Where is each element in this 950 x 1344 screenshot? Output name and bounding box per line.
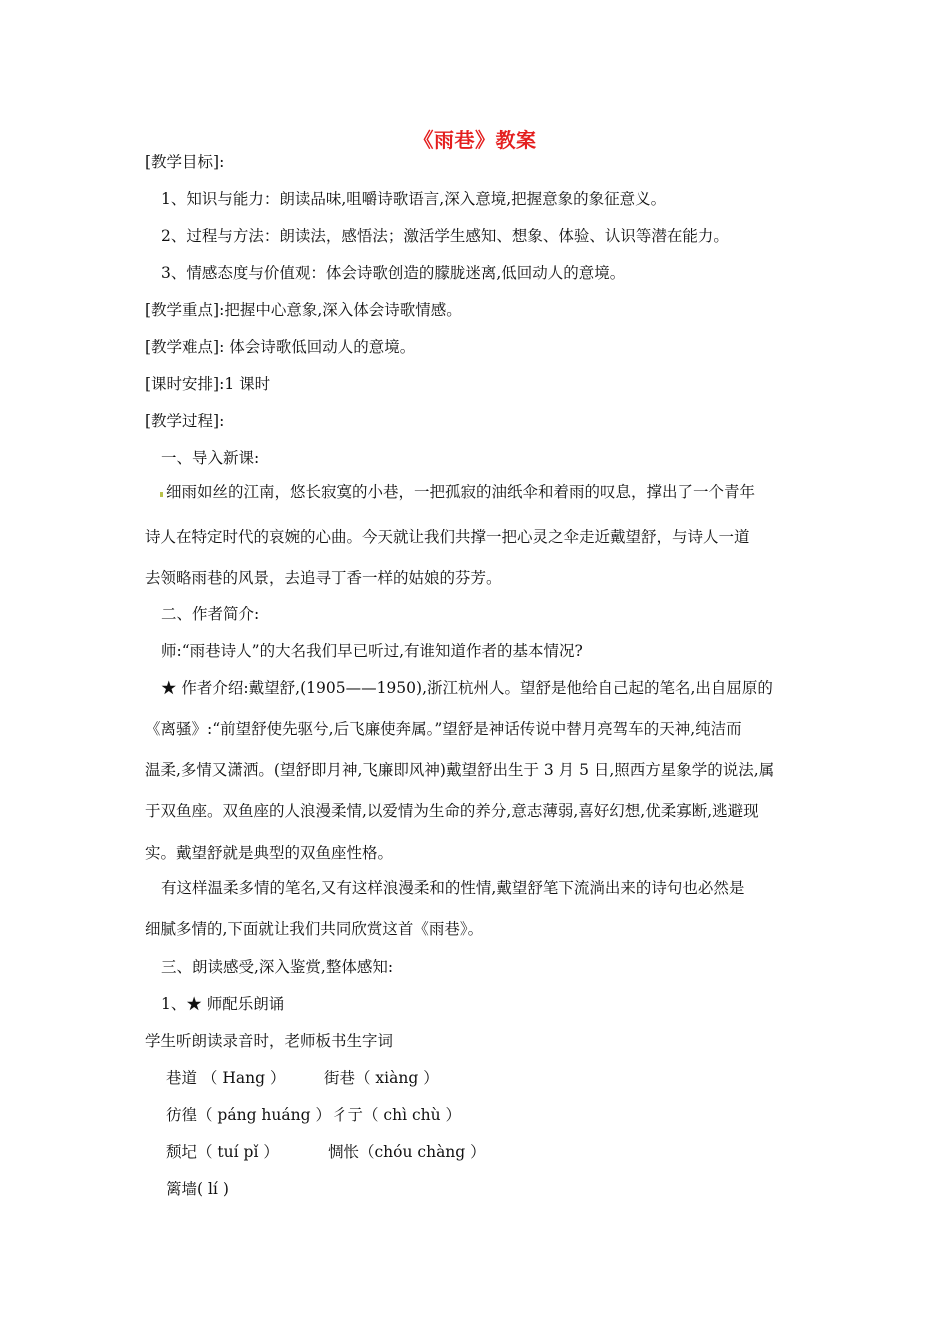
bullet-mark xyxy=(160,492,163,497)
intro-line: 诗人在特定时代的哀婉的心曲。今天就让我们共撑一把心灵之伞走近戴望舒，与诗人一道 xyxy=(145,528,750,546)
vocab-word: 彳亍（ chì chù ） xyxy=(332,1106,462,1124)
document-title: 《雨巷》教案 xyxy=(413,128,537,152)
section-heading: 三、朗读感受,深入鉴赏,整体感知: xyxy=(161,958,394,976)
author-line: 实。戴望舒就是典型的双鱼座性格。 xyxy=(145,844,394,862)
vocab-word: 彷徨（ páng huáng ） xyxy=(166,1106,331,1124)
intro-line: 去领略雨巷的风景，去追寻丁香一样的姑娘的芬芳。 xyxy=(145,569,502,587)
intro-line xyxy=(160,482,755,502)
vocab-word: 篱墙( lí ) xyxy=(166,1180,229,1198)
transition-line: 细腻多情的,下面就让我们共同欣赏这首《雨巷》。 xyxy=(145,920,484,938)
process-heading: [教学过程]: xyxy=(145,412,225,430)
author-line: 温柔,多情又潇洒。(望舒即月神,飞廉即风神)戴望舒出生于 3 月 5 日,照西方星象学的说法,属 xyxy=(145,761,775,779)
vocab-word: 巷道 （ Hang ） xyxy=(166,1069,286,1087)
author-line: ★ 作者介绍:戴望舒,(1905——1950),浙江杭州人。望舒是他给自己起的笔名,出自屈原的 xyxy=(161,679,773,697)
difficulty: [教学难点]: 体会诗歌低回动人的意境。 xyxy=(145,338,416,356)
section-heading: 二、作者简介: xyxy=(161,605,260,623)
intro-text: 细雨如丝的江南，悠长寂寞的小巷，一把孤寂的油纸伞和着雨的叹息，撑出了一个青年 xyxy=(166,483,756,501)
goal-item: 2、过程与方法：朗读法，感悟法；激活学生感知、想象、体验、认识等潜在能力。 xyxy=(161,227,729,245)
key-point: [教学重点]:把握中心意象,深入体会诗歌情感。 xyxy=(145,301,462,319)
teacher-question: 师:“雨巷诗人”的大名我们早已听过,有谁知道作者的基本情况? xyxy=(161,642,583,660)
vocab-word: 惆怅（chóu chàng ） xyxy=(328,1143,486,1161)
goals-heading: [教学目标]: xyxy=(145,153,225,171)
author-line: 《离骚》:“前望舒使先驱兮,后飞廉使奔属。”望舒是神话传说中替月亮驾车的天神,纯洁而 xyxy=(145,720,742,738)
vocab-word: 街巷（ xiàng ） xyxy=(324,1069,439,1087)
author-line: 于双鱼座。双鱼座的人浪漫柔情,以爱情为生命的养分,意志薄弱,喜好幻想,优柔寡断,逃避现 xyxy=(145,802,759,820)
section-heading: 一、导入新课: xyxy=(161,449,260,467)
transition-line: 有这样温柔多情的笔名,又有这样浪漫柔和的性情,戴望舒笔下流淌出来的诗句也必然是 xyxy=(161,879,745,897)
vocab-word: 颓圮（ tuí pǐ ） xyxy=(166,1143,279,1161)
goal-item: 1、知识与能力：朗读品味,咀嚼诗歌语言,深入意境,把握意象的象征意义。 xyxy=(161,190,667,208)
goal-item: 3、情感态度与价值观：体会诗歌创造的朦胧迷离,低回动人的意境。 xyxy=(161,264,626,282)
schedule: [课时安排]:1 课时 xyxy=(145,375,271,393)
reading-note: 学生听朗读录音时，老师板书生字词 xyxy=(145,1032,394,1050)
reading-item: 1、★ 师配乐朗诵 xyxy=(161,995,285,1013)
